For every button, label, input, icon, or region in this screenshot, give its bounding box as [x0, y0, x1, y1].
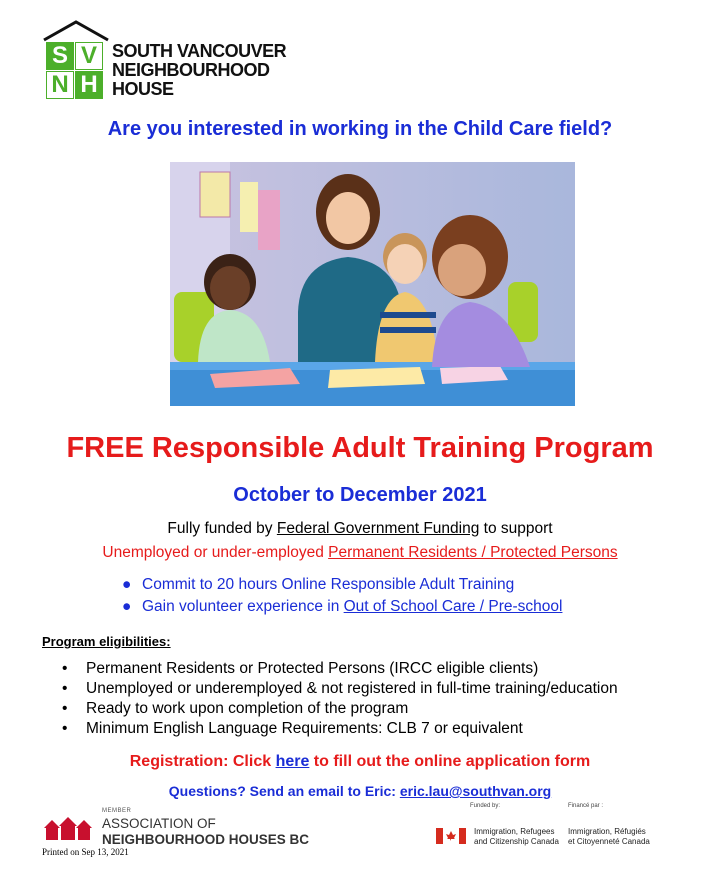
bullet-icon: •: [62, 680, 68, 697]
audience-link[interactable]: Permanent Residents / Protected Persons: [328, 544, 618, 561]
funding-suffix: to support: [479, 520, 553, 537]
list-item: [62, 680, 618, 700]
printed-date: Printed on Sep 13, 2021: [42, 847, 129, 857]
house-roof-icon: [42, 18, 112, 44]
anh-member-label: MEMBER: [102, 808, 132, 814]
ircc-french: [568, 827, 650, 847]
childcare-photo: [170, 162, 575, 406]
logo-name-line: SOUTH VANCOUVER: [112, 41, 287, 61]
finance-par-label: Financé par :: [568, 803, 604, 809]
houses-icon: [42, 814, 94, 848]
logo-name-line: NEIGHBOURHOOD: [112, 60, 270, 80]
bullet-icon: •: [62, 700, 68, 717]
eligibility-item: Minimum English Language Requirements: CLB 7 or equivalent: [86, 720, 523, 737]
funded-by-label: Funded by:: [470, 803, 501, 809]
registration-prefix: Registration: Click: [129, 753, 276, 770]
anh-line2: NEIGHBOURHOOD HOUSES BC: [102, 832, 310, 847]
logo-letter-h: H: [75, 71, 103, 99]
program-title: FREE Responsible Adult Training Program: [66, 432, 654, 464]
ircc-english: [474, 827, 559, 847]
funding-link[interactable]: Federal Government Funding: [276, 520, 480, 537]
logo-letter-v: V: [75, 42, 103, 70]
registration-suffix: to fill out the online application form: [309, 753, 591, 770]
canada-flag-icon: [436, 828, 466, 844]
list-item: [62, 700, 618, 720]
headline: Are you interested in working in the Child Care field?: [107, 118, 613, 140]
list-item: [62, 720, 618, 740]
ircc-english-line: and Citizenship Canada: [474, 837, 559, 846]
questions-line: [0, 783, 720, 799]
funding-prefix: Fully funded by: [167, 520, 277, 537]
ircc-french-line: et Citoyenneté Canada: [568, 837, 650, 846]
logo-letter-n: N: [46, 71, 74, 99]
list-item: [122, 598, 562, 620]
highlight-prefix: Gain volunteer experience in: [142, 598, 344, 615]
ircc-french-line: Immigration, Réfugiés: [568, 827, 646, 836]
highlights-list: [122, 576, 562, 620]
registration-line: [0, 753, 720, 771]
program-dates: October to December 2021: [233, 484, 487, 506]
eligibility-list: [62, 660, 618, 740]
audience-line: [0, 544, 720, 562]
eligibility-item: Ready to work upon completion of the program: [86, 700, 409, 717]
school-care-link[interactable]: Out of School Care / Pre-school: [343, 598, 563, 615]
bullet-icon: •: [62, 660, 68, 677]
ircc-english-line: Immigration, Refugees: [474, 827, 555, 836]
list-item: [62, 660, 618, 680]
logo-name: [112, 42, 286, 99]
bullet-icon: ●: [122, 598, 132, 615]
bullet-icon: •: [62, 720, 68, 737]
svnh-logo: [42, 18, 287, 108]
audience-prefix: Unemployed or under-employed: [102, 544, 329, 561]
bullet-icon: ●: [122, 576, 132, 593]
list-item: [122, 576, 562, 598]
questions-prefix: Questions? Send an email to Eric:: [168, 783, 400, 799]
registration-link[interactable]: here: [275, 753, 310, 770]
eligibility-heading: Program eligibilities:: [42, 634, 171, 649]
eligibility-item: Permanent Residents or Protected Persons (IRCC eligible clients): [86, 660, 539, 677]
email-link[interactable]: eric.lau@southvan.org: [399, 783, 552, 799]
highlight-text: Commit to 20 hours Online Responsible Adult Training: [142, 576, 515, 593]
anh-logo: [42, 808, 312, 848]
eligibility-item: Unemployed or underemployed & not registered in full-time training/education: [86, 680, 618, 697]
anh-line1: ASSOCIATION OF: [102, 816, 216, 831]
funding-line: [0, 520, 720, 538]
logo-name-line: HOUSE: [112, 79, 174, 99]
logo-letter-s: S: [46, 42, 74, 70]
